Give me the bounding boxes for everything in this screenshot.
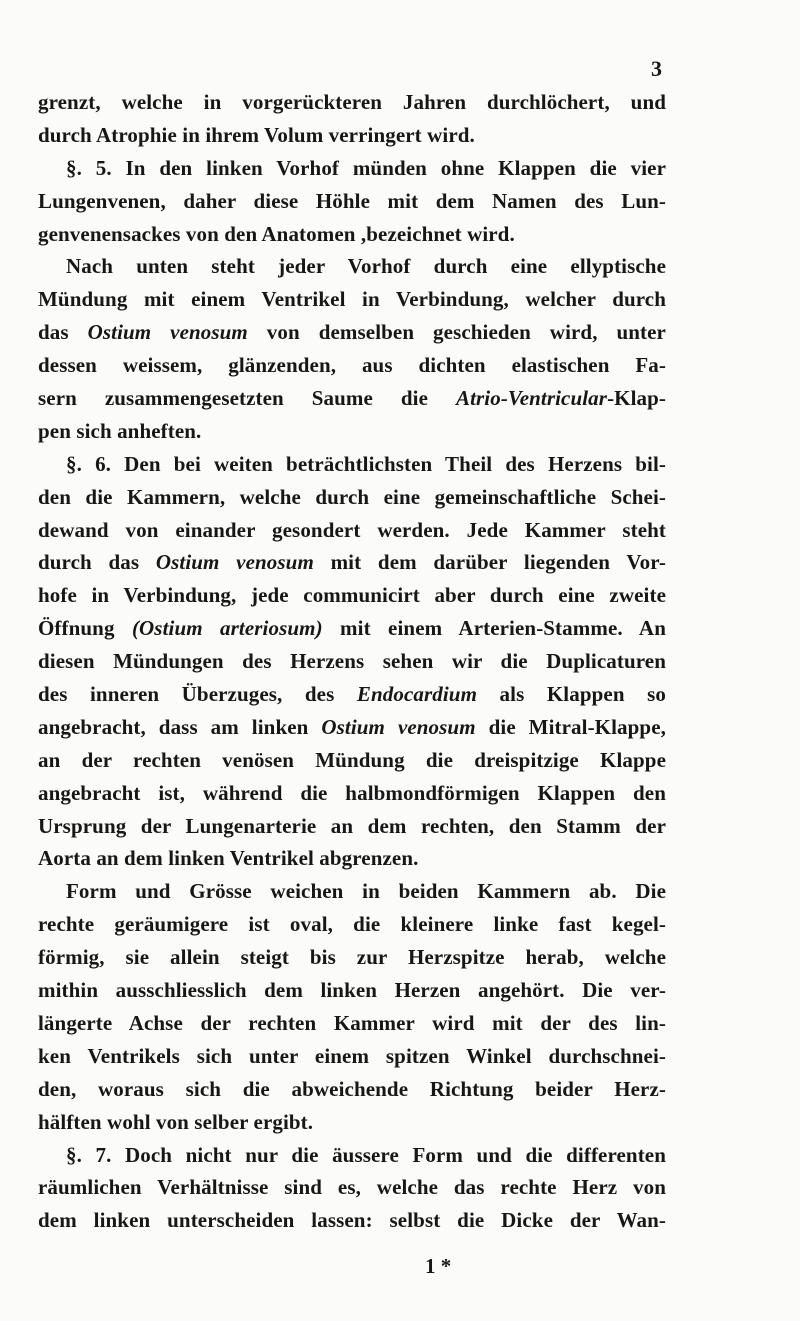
text-line: grenzt, welche in vorgerückteren Jahren durchlöchert, und [38, 90, 666, 114]
text-line: an der rechten venösen Mündung die dreispitzige Klappe [38, 747, 666, 772]
text-line: Mündung mit einem Ventrikel in Verbindung, welcher durch [38, 287, 666, 312]
page-number: 3 [651, 56, 662, 81]
text-line: Ursprung der Lungenarterie an dem rechten, den Stamm der [38, 813, 666, 838]
text-line: ken Ventrikels sich unter einem spitzen Winkel durchschnei- [38, 1043, 666, 1068]
text-line: längerte Achse der rechten Kammer wird mit der des lin- [38, 1010, 666, 1035]
text-line: sern zusammengesetzten Saume die Atrio-Ventricular-Klap- [38, 386, 666, 411]
text-line: Form und Grösse weichen in beiden Kammern ab. Die [66, 879, 666, 904]
text-line: genvenensackes von den Anatomen ,bezeichnet wird. [38, 221, 515, 246]
text-line: förmig, sie allein steigt bis zur Herzspitze herab, welche [38, 945, 666, 970]
text-line: räumlichen Verhältnisse sind es, welche das rechte Herz von [38, 1175, 666, 1200]
text-line: durch das Ostium venosum mit dem darüber liegenden Vor- [38, 550, 666, 575]
text-line: den, woraus sich die abweichende Richtung beider Herz- [38, 1076, 666, 1101]
text-line: diesen Mündungen des Herzens sehen wir die Duplicaturen [38, 649, 666, 674]
text-line: das Ostium venosum von demselben geschieden wird, unter [38, 320, 666, 345]
text-line: den die Kammern, welche durch eine gemeinschaftliche Schei- [38, 484, 666, 509]
text-line: Lungenvenen, daher diese Höhle mit dem Namen des Lun- [38, 188, 666, 213]
text-line: hofe in Verbindung, jede communicirt aber durch eine zweite [38, 583, 666, 608]
text-line: §. 7. Doch nicht nur die äussere Form und die differenten [66, 1142, 666, 1167]
text-line: rechte geräumigere ist oval, die kleinere linke fast kegel- [38, 912, 666, 937]
text-line: mithin ausschliesslich dem linken Herzen angehört. Die ver- [38, 978, 666, 1003]
text-line: dewand von einander gesondert werden. Jede Kammer steht [38, 517, 666, 542]
text-line: dessen weissem, glänzenden, aus dichten elastischen Fa- [38, 353, 666, 378]
text-line: pen sich anheften. [38, 418, 202, 443]
text-line: angebracht ist, während die halbmondförmigen Klappen den [38, 780, 666, 805]
text-line: §. 5. In den linken Vorhof münden ohne Klappen die vier [66, 155, 666, 180]
text-line: hälften wohl von selber ergibt. [38, 1109, 314, 1134]
text-line: des inneren Überzuges, des Endocardium als Klappen so [38, 682, 666, 707]
text-line: angebracht, dass am linken Ostium venosum die Mitral-Klappe, [38, 714, 666, 739]
body-text [38, 86, 666, 1237]
text-line: durch Atrophie in ihrem Volum verringert wird. [38, 122, 475, 147]
text-line: §. 6. Den bei weiten beträchtlichsten Theil des Herzens bil- [66, 451, 666, 476]
text-line: dem linken unterscheiden lassen: selbst die Dicke der Wan- [38, 1208, 666, 1233]
text-line: Nach unten steht jeder Vorhof durch eine ellyptische [66, 254, 666, 279]
printer-signature-mark: 1 * [425, 1254, 452, 1278]
text-line: Öffnung (Ostium arteriosum) mit einem Arterien-Stamme. An [38, 616, 666, 641]
text-line: Aorta an dem linken Ventrikel abgrenzen. [38, 846, 419, 871]
